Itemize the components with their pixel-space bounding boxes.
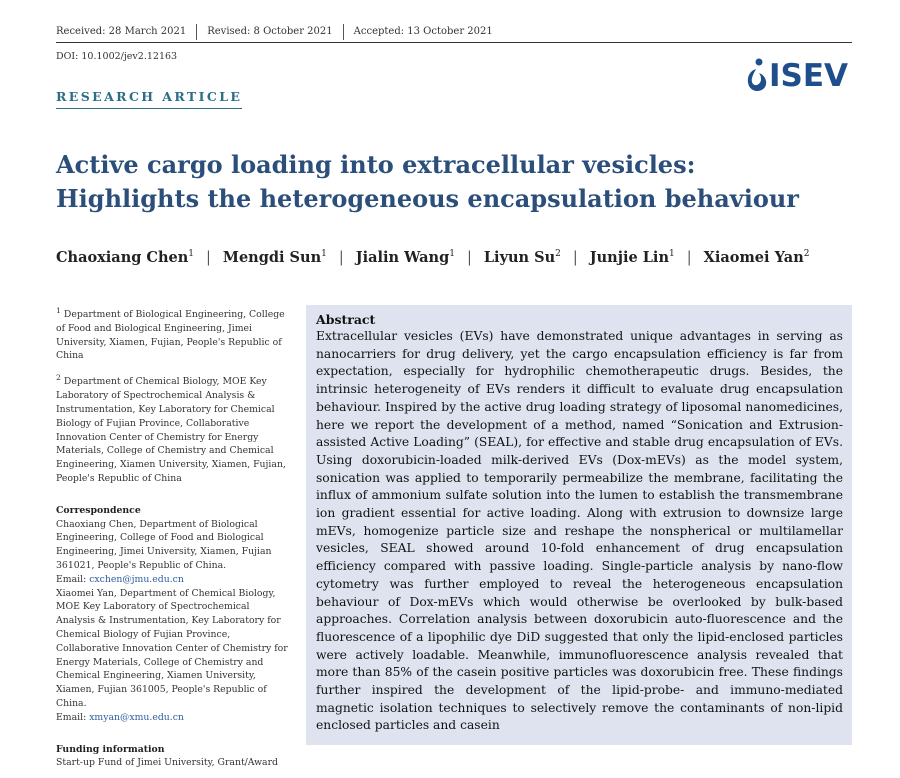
author[interactable]: Junjie Lin$^1$ [589, 249, 675, 266]
author[interactable]: Mengdi Sun$^1$ [222, 249, 327, 266]
correspondence-email-line: Email: cxchen@jmu.edu.cn [56, 573, 184, 585]
affiliation: $^2$ Department of Chemical Biology, MOE Key Laboratory of Spectrochemical Analysis & Instrumentation, Key Laboratory for Chemical Biology of Fujian Province, Collaborative Innovation Center of Chemistry for Energy Materials, College of Chemistry and Chemical Engineering, Xiamen University, Xiamen, Fujian, People's Republic of China [56, 373, 286, 484]
abstract-heading: Abstract [316, 312, 376, 327]
isev-logo-icon [745, 58, 769, 94]
accepted-date: Accepted: 13 October 2021 [343, 24, 503, 40]
author[interactable]: Xiaomei Yan$^2$ [703, 249, 810, 266]
correspondence-email-line: Email: xmyan@xmu.edu.cn [56, 711, 184, 723]
article-title: Active cargo loading into extracellular vesicles: Highlights the heterogeneous encapsulation behaviour [56, 150, 799, 213]
author[interactable]: Chaoxiang Chen$^1$ [56, 249, 195, 266]
author[interactable]: Jialin Wang$^1$ [355, 249, 455, 266]
received-date: Received: 28 March 2021 [56, 26, 187, 37]
correspondence-heading: Correspondence [56, 504, 141, 516]
author-separator: | [686, 250, 692, 266]
isev-logo[interactable] [745, 58, 848, 94]
affiliation: $^1$ Department of Biological Engineering, College of Food and Biological Engineering, Jimei University, Xiamen, Fujian, People's Republic of China [56, 306, 285, 362]
isev-logo-text: ISEV [769, 58, 849, 94]
author-separator: | [466, 250, 472, 266]
article-type-label: RESEARCH ARTICLE [56, 89, 242, 109]
revised-date: Revised: 8 October 2021 [196, 24, 342, 40]
email-link[interactable]: cxchen@jmu.edu.cn [89, 573, 184, 585]
funding-text: Start-up Fund of Jimei University, Grant/Award [56, 757, 278, 769]
abstract-box [306, 305, 852, 745]
article-dates-bar [56, 22, 852, 43]
author-list [56, 249, 856, 266]
correspondence-entry: Chaoxiang Chen, Department of Biological Engineering, College of Food and Biological Engineering, Jimei University, Xiamen, Fujian 361021, People's Republic of China. [56, 518, 272, 571]
funding-heading: Funding information [56, 743, 165, 755]
correspondence-entry: Xiaomei Yan, Department of Chemical Biology, MOE Key Laboratory of Spectrochemical Analysis & Instrumentation, Key Laboratory for Chemical Biology of Fujian Province, Collaborative Innovation Center of Chemistry for Energy Materials, College of Chemistry and Chemical Engineering, Xiamen University, Xiamen, Fujian 361005, People's Republic of China. [56, 587, 288, 709]
author[interactable]: Liyun Su$^2$ [483, 249, 561, 266]
email-link[interactable]: xmyan@xmu.edu.cn [89, 711, 184, 723]
doi-link[interactable]: DOI: 10.1002/jev2.12163 [56, 51, 178, 62]
author-separator: | [206, 250, 211, 266]
author-separator: | [338, 250, 344, 266]
abstract-text: Extracellular vesicles (EVs) have demonstrated unique advantages in serving as nanocarriers for drug delivery, yet the cargo encapsulation efficiency is far from expectation, especially for hydrophilic chemotherapeutic drugs. Besides, the intrinsic heterogeneity of EVs renders it difficult to evaluate drug encapsulation behaviour. Inspired by the active drug loading strategy of liposomal nanomedicines, here we report the development of a method, named “Sonication and Extrusion-assisted Active Loading” (SEAL), for effective and stable drug encapsulation of EVs. Using doxorubicin-loaded milk-derived EVs (Dox-mEVs) as the model system, sonication was applied to temporarily permeabilize the membrane, facilitating the influx of ammonium sulfate solution into the lumen to establish the transmembrane ion gradient essential for active loading. Along with extrusion to downsize large mEVs, homogenize particle size and reshape the nonspherical or multilamellar vesicles, SEAL showed around 10-fold enhancement of drug encapsulation efficiency compared with passive loading. Single-particle analysis by nano-flow cytometry was further employed to reveal the heterogeneous encapsulation behaviour of Dox-mEVs which would otherwise be overlooked by bulk-based approaches. Correlation analysis between doxorubicin auto-fluorescence and the fluorescence of a lipophilic dye DiD suggested that only the lipid-enclosed particles were actively loadable. Meanwhile, immunofluorescence analysis revealed that more than 85% of the casein positive particles was doxorubicin free. These findings further inspired the development of the lipid-probe- and immuno-mediated magnetic isolation techniques to selectively remove the contaminants of non-lipid enclosed particles and casein [316, 329, 843, 733]
sidebar-column [56, 304, 288, 778]
author-separator: | [572, 250, 578, 266]
